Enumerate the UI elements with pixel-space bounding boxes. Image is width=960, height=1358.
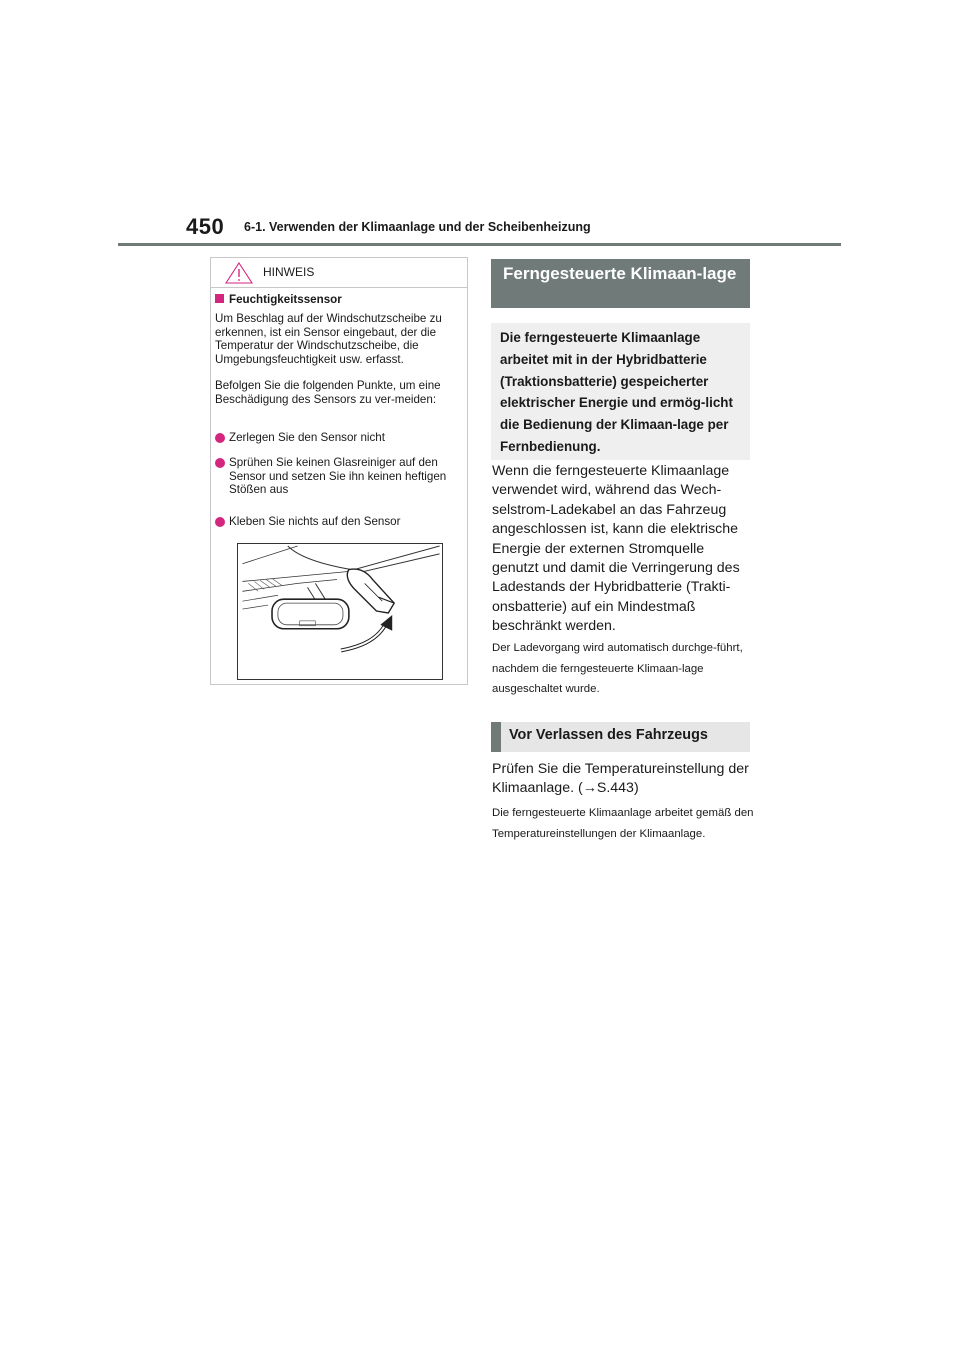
header-divider xyxy=(118,243,841,246)
notice-bullet-3 xyxy=(215,515,473,529)
square-bullet-icon xyxy=(215,294,224,303)
before-leaving-heading: Vor Verlassen des Fahrzeugs xyxy=(491,722,750,752)
notice-bullet-1 xyxy=(215,431,473,445)
remote-climate-summary: Die ferngesteuerte Klimaanlage arbeitet mit in der Hybridbatterie (Traktionsbatterie) gespeicherter elektrischer Energie und ermög-licht die Bedienung der Klimaan-lage per Fernbedienung. xyxy=(491,323,750,460)
bullet-dot-icon xyxy=(215,433,225,443)
notice-header xyxy=(211,258,467,288)
bullet-dot-icon xyxy=(215,458,225,468)
remote-climate-body: Wenn die ferngesteuerte Klimaanlage verwendet wird, während das Wech-selstrom-Ladekabel an das Fahrzeug angeschlossen ist, kann die elektrische Energie der externen Stromquelle genutzt und damit die Verringerung des Ladestands der Hybridbatterie (Trakti-onsbatterie) auf ein Mindestmaß beschränkt werden. xyxy=(492,463,740,635)
before-leaving-body: Prüfen Sie die Temperatureinstellung der Klimaanlage. (→S.443) xyxy=(492,761,749,797)
notice-label: HINWEIS xyxy=(263,265,315,279)
notice-heading-text: Feuchtigkeitssensor xyxy=(229,293,342,306)
notice-paragraph-1: Um Beschlag auf der Windschutzscheibe zu erkennen, ist ein Sensor eingebaut, der die Temperatur der Windschutzscheibe, die Umgebungsfeuchtigkeit usw. erfasst. xyxy=(215,312,442,366)
notice-box xyxy=(210,257,468,685)
section-title: 6-1. Verwenden der Klimaanlage und der Scheibenheizung xyxy=(244,220,591,234)
notice-bullet-2 xyxy=(215,456,473,497)
notice-paragraph-2: Befolgen Sie die folgenden Punkte, um eine Beschädigung des Sensors zu ver-meiden: xyxy=(215,379,441,406)
notice-bullet-text: Sprühen Sie keinen Glasreiniger auf den Sensor und setzen Sie ihn keinen heftigen Stößen aus xyxy=(229,456,447,497)
notice-bullet-text: Zerlegen Sie den Sensor nicht xyxy=(229,431,385,444)
before-leaving-note: Die ferngesteuerte Klimaanlage arbeitet gemäß den Temperatureinstellungen der Klimaanlage. xyxy=(492,807,754,840)
notice-bullet-text: Kleben Sie nichts auf den Sensor xyxy=(229,515,401,528)
warning-triangle-icon xyxy=(225,262,253,284)
remote-climate-heading: Ferngesteuerte Klimaan-lage xyxy=(491,259,750,308)
page-number: 450 xyxy=(186,214,225,239)
sensor-location-illustration xyxy=(237,543,443,680)
notice-heading xyxy=(215,293,459,307)
bullet-dot-icon xyxy=(215,517,225,527)
remote-climate-note: Der Ladevorgang wird automatisch durchge-führt, nachdem die ferngesteuerte Klimaan-lage ausgeschaltet wurde. xyxy=(492,642,743,695)
